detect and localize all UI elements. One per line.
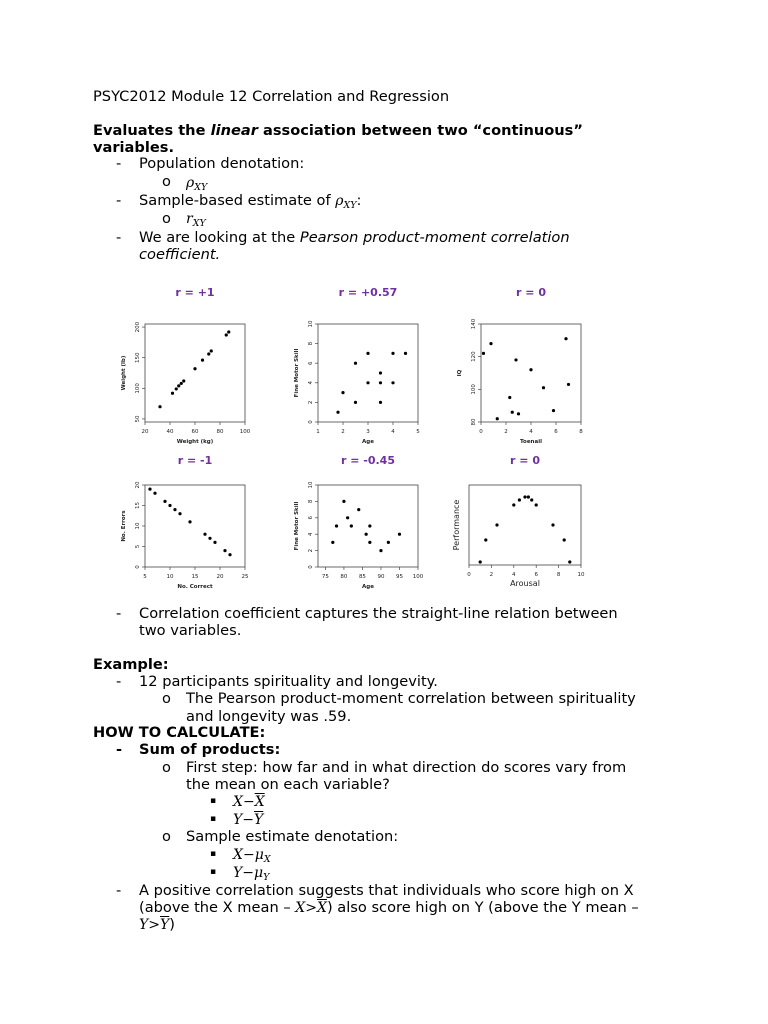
data-point bbox=[163, 500, 166, 503]
positive-line-3 bbox=[139, 916, 175, 934]
chart-title: r = -1 bbox=[177, 454, 213, 467]
x-tick-label: 10 bbox=[166, 574, 174, 580]
square-bullet: ▪ bbox=[210, 849, 217, 859]
x-tick-label: 90 bbox=[377, 574, 385, 580]
y-tick-label: 10 bbox=[308, 320, 314, 328]
data-point bbox=[180, 382, 183, 385]
y-axis-label: No. Errors bbox=[121, 510, 127, 542]
data-point bbox=[346, 516, 349, 519]
x-tick-label: 0 bbox=[479, 429, 483, 435]
y-tick-label: 15 bbox=[135, 502, 141, 509]
dash-bullet: - bbox=[116, 229, 122, 246]
data-point bbox=[178, 512, 181, 515]
y-tick-label: 4 bbox=[308, 532, 314, 536]
x-tick-label: 100 bbox=[239, 429, 251, 435]
chart-title: r = 0 bbox=[510, 454, 540, 467]
positive-line-2 bbox=[139, 899, 639, 917]
x-tick-label: 5 bbox=[143, 574, 147, 580]
y-tick-label: 6 bbox=[308, 361, 314, 365]
data-point bbox=[213, 541, 216, 544]
data-point bbox=[564, 337, 567, 340]
data-point bbox=[341, 391, 344, 394]
data-point bbox=[512, 503, 515, 506]
example-sub-1: The Pearson product-moment correlation between spirituality bbox=[186, 690, 636, 707]
data-point bbox=[201, 359, 204, 362]
x-subscript: X bbox=[263, 854, 271, 865]
how-to-heading: HOW TO CALCULATE: bbox=[93, 724, 266, 741]
positive-line-2-post: ) also score high on Y (above the Y mean – bbox=[326, 899, 639, 916]
o-bullet: o bbox=[162, 759, 171, 776]
data-point bbox=[208, 537, 211, 540]
data-point bbox=[365, 533, 368, 536]
y-minus-ybar bbox=[233, 811, 263, 829]
x-tick-label: 4 bbox=[391, 429, 395, 435]
minus-symbol: − bbox=[242, 812, 254, 828]
x-tick-label: 10 bbox=[577, 572, 585, 578]
x-tick-label: 4 bbox=[529, 429, 533, 435]
x-tick-label: 95 bbox=[395, 574, 403, 580]
y-tick-label: 0 bbox=[308, 420, 314, 424]
y-tick-label: 100 bbox=[471, 384, 477, 395]
data-point bbox=[542, 386, 545, 389]
y-tick-label: 200 bbox=[135, 321, 141, 333]
example-heading: Example: bbox=[93, 656, 169, 673]
r-symbol: r bbox=[186, 211, 193, 227]
data-point bbox=[171, 392, 174, 395]
o-bullet: o bbox=[162, 828, 171, 845]
data-point bbox=[223, 549, 226, 552]
first-step-1: First step: how far and in what direction do scores vary from bbox=[186, 759, 627, 776]
data-point bbox=[158, 405, 161, 408]
dash-bullet: - bbox=[116, 605, 122, 622]
o-bullet: o bbox=[162, 690, 171, 707]
mu-symbol: μ bbox=[254, 847, 264, 863]
y-tick-label: 100 bbox=[135, 383, 141, 394]
positive-line-3-post: ) bbox=[169, 916, 175, 933]
x-tick-label: 4 bbox=[512, 572, 516, 578]
minus-symbol: − bbox=[242, 794, 255, 810]
x-symbol: X bbox=[295, 900, 306, 916]
x-tick-label: 5 bbox=[416, 429, 420, 435]
sum-of-products-heading: Sum of products: bbox=[139, 741, 281, 758]
ybar-symbol: $\overline{Y}$ bbox=[159, 917, 170, 933]
x-tick-label: 15 bbox=[191, 574, 199, 580]
data-point bbox=[398, 533, 401, 536]
y-tick-label: 5 bbox=[135, 544, 141, 549]
y-axis-label: IQ bbox=[457, 369, 463, 377]
dash-bullet: - bbox=[116, 741, 123, 758]
x-axis-label: Age bbox=[362, 439, 374, 445]
x-axis-label: Age bbox=[362, 584, 374, 590]
sample-label-post: : bbox=[356, 192, 362, 209]
intro-post: association between two “continuous” bbox=[257, 122, 583, 139]
y-axis-label: Fine Motor Skill bbox=[294, 501, 300, 551]
example-item: 12 participants spirituality and longevity. bbox=[139, 673, 438, 690]
y-axis-label: Fine Motor Skill bbox=[294, 348, 300, 398]
x-tick-label: 25 bbox=[241, 574, 249, 580]
data-point bbox=[517, 412, 520, 415]
x-tick-label: 3 bbox=[366, 429, 370, 435]
pearson-pre: We are looking at the bbox=[139, 229, 300, 246]
data-point bbox=[530, 498, 533, 501]
data-point bbox=[225, 333, 228, 336]
y-tick-label: 10 bbox=[308, 481, 314, 489]
first-step-2: the mean on each variable? bbox=[186, 776, 390, 793]
x-tick-label: 1 bbox=[316, 429, 320, 435]
data-point bbox=[366, 352, 369, 355]
y-tick-label: 8 bbox=[308, 341, 314, 346]
example-sub-2: and longevity was .59. bbox=[186, 708, 352, 725]
xbar-symbol: $\overline{X}$ bbox=[254, 794, 265, 810]
data-point bbox=[354, 362, 357, 365]
mu-symbol: μ bbox=[253, 865, 264, 881]
y-tick-label: 6 bbox=[308, 516, 314, 520]
positive-line-2-pre: (above the X mean – bbox=[139, 899, 296, 916]
y-tick-label: 140 bbox=[471, 318, 477, 330]
intro-pre: Evaluates the bbox=[93, 122, 211, 139]
intro-italic: linear bbox=[210, 122, 258, 139]
data-point bbox=[153, 492, 156, 495]
data-point bbox=[342, 500, 345, 503]
pearson-italic: Pearson product-moment correlation bbox=[299, 229, 570, 246]
y-tick-label: 20 bbox=[135, 481, 141, 489]
data-point bbox=[511, 411, 514, 414]
y-axis-label: Performance bbox=[452, 499, 461, 551]
data-point bbox=[552, 409, 555, 412]
x-tick-label: 0 bbox=[467, 572, 471, 578]
x-tick-label: 80 bbox=[216, 429, 224, 435]
x-tick-label: 60 bbox=[191, 429, 199, 435]
data-point bbox=[391, 381, 394, 384]
ybar-symbol: $\overline{Y}$ bbox=[253, 812, 264, 828]
data-point bbox=[335, 524, 338, 527]
data-point bbox=[168, 504, 171, 507]
x-axis-label: Arousal bbox=[510, 579, 540, 588]
x-tick-label: 20 bbox=[141, 429, 149, 435]
chart-title: r = -0.45 bbox=[340, 454, 396, 467]
y-tick-label: 8 bbox=[308, 499, 314, 504]
intro-line bbox=[93, 122, 583, 139]
plot-frame bbox=[318, 324, 418, 422]
y-symbol: Y bbox=[139, 917, 149, 933]
y-subscript: Y bbox=[263, 872, 270, 883]
x-tick-label: 2 bbox=[504, 429, 508, 435]
data-point bbox=[177, 384, 180, 387]
data-point bbox=[207, 352, 210, 355]
data-point bbox=[368, 541, 371, 544]
x-tick-label: 2 bbox=[489, 572, 494, 578]
data-point bbox=[227, 330, 230, 333]
chart-title: r = +1 bbox=[175, 286, 215, 299]
rho-symbol: ρ bbox=[186, 175, 195, 191]
y-tick-label: 50 bbox=[135, 415, 141, 423]
data-point bbox=[203, 533, 206, 536]
x-axis-label: Toenail bbox=[520, 439, 542, 445]
xy-subscript: XY bbox=[343, 200, 357, 211]
x-tick-label: 40 bbox=[166, 429, 174, 435]
data-point bbox=[535, 503, 538, 506]
sample-label-pre: Sample-based estimate of bbox=[139, 192, 336, 209]
data-point bbox=[495, 523, 498, 526]
x-minus-xbar bbox=[233, 793, 265, 811]
population-label: Population denotation: bbox=[139, 155, 305, 172]
x-tick-label: 8 bbox=[556, 572, 561, 578]
xbar-symbol: $\overline{X}$ bbox=[316, 900, 327, 916]
data-point bbox=[379, 401, 382, 404]
x-tick-label: 6 bbox=[534, 572, 538, 578]
data-point bbox=[567, 383, 570, 386]
data-point bbox=[173, 508, 176, 511]
x-axis-label: Weight (kg) bbox=[176, 439, 214, 445]
dash-bullet: - bbox=[116, 882, 122, 899]
rho-symbol: ρ bbox=[335, 193, 344, 209]
data-point bbox=[331, 541, 334, 544]
data-point bbox=[357, 508, 360, 511]
y-tick-label: 2 bbox=[308, 548, 314, 553]
minus-symbol: − bbox=[242, 847, 255, 863]
y-symbol: Y bbox=[233, 812, 243, 828]
sample-estimate-label bbox=[139, 192, 361, 214]
x-axis-label: No. Correct bbox=[177, 584, 213, 590]
data-point bbox=[518, 498, 521, 501]
correlation-scatter-grid bbox=[107, 282, 632, 602]
data-point bbox=[489, 342, 492, 345]
data-point bbox=[379, 549, 382, 552]
plot-frame bbox=[318, 485, 418, 567]
xy-subscript: XY bbox=[194, 182, 208, 193]
data-point bbox=[354, 401, 357, 404]
y-tick-label: 10 bbox=[135, 522, 141, 530]
x-tick-label: 20 bbox=[216, 574, 224, 580]
gt-symbol: > bbox=[148, 917, 160, 933]
gt-symbol: > bbox=[305, 900, 317, 916]
data-point bbox=[527, 495, 530, 498]
y-tick-label: 120 bbox=[471, 351, 477, 362]
data-point bbox=[514, 358, 517, 361]
chart-title: r = +0.57 bbox=[338, 286, 398, 299]
y-tick-label: 0 bbox=[135, 565, 141, 569]
data-point bbox=[368, 524, 371, 527]
page-title: PSYC2012 Module 12 Correlation and Regression bbox=[93, 88, 450, 105]
data-point bbox=[350, 524, 353, 527]
data-point bbox=[148, 488, 151, 491]
data-point bbox=[496, 417, 499, 420]
dash-bullet: - bbox=[116, 192, 122, 209]
square-bullet: ▪ bbox=[210, 796, 217, 806]
data-point bbox=[484, 538, 487, 541]
y-tick-label: 80 bbox=[471, 418, 477, 426]
data-point bbox=[193, 367, 196, 370]
scatter-grid-svg bbox=[107, 282, 632, 602]
x-tick-label: 8 bbox=[579, 429, 583, 435]
data-point bbox=[563, 538, 566, 541]
correlation-line-1: Correlation coefficient captures the straight-line relation between bbox=[139, 605, 618, 622]
square-bullet: ▪ bbox=[210, 814, 217, 824]
data-point bbox=[379, 371, 382, 374]
y-tick-label: 150 bbox=[135, 352, 141, 363]
y-tick-label: 0 bbox=[308, 565, 314, 569]
data-point bbox=[228, 553, 231, 556]
data-point bbox=[379, 381, 382, 384]
intro-continuation: variables. bbox=[93, 139, 174, 156]
data-point bbox=[387, 541, 390, 544]
y-axis-label: Weight (lb) bbox=[121, 355, 127, 391]
data-point bbox=[210, 349, 213, 352]
o-bullet: o bbox=[162, 210, 171, 227]
chart-title: r = 0 bbox=[516, 286, 546, 299]
data-point bbox=[175, 387, 178, 390]
data-point bbox=[568, 560, 571, 563]
x-symbol: X bbox=[233, 794, 243, 810]
data-point bbox=[523, 495, 526, 498]
y-symbol: Y bbox=[233, 865, 243, 881]
y-tick-label: 2 bbox=[308, 400, 314, 405]
data-point bbox=[479, 560, 482, 563]
dash-bullet: - bbox=[116, 155, 122, 172]
data-point bbox=[391, 352, 394, 355]
x-tick-label: 85 bbox=[358, 574, 366, 580]
correlation-line-2: two variables. bbox=[139, 622, 242, 639]
square-bullet: ▪ bbox=[210, 867, 217, 877]
data-point bbox=[529, 368, 532, 371]
x-tick-label: 2 bbox=[341, 429, 345, 435]
x-tick-label: 100 bbox=[412, 574, 424, 580]
minus-symbol: − bbox=[242, 865, 254, 881]
data-point bbox=[508, 396, 511, 399]
xy-subscript: XY bbox=[192, 218, 206, 229]
data-point bbox=[366, 381, 369, 384]
dash-bullet: - bbox=[116, 673, 122, 690]
data-point bbox=[188, 520, 191, 523]
y-tick-label: 4 bbox=[308, 381, 314, 385]
x-tick-label: 80 bbox=[340, 574, 348, 580]
sample-estimate-denotation: Sample estimate denotation: bbox=[186, 828, 399, 845]
data-point bbox=[182, 379, 185, 382]
o-bullet: o bbox=[162, 173, 171, 190]
x-tick-label: 6 bbox=[554, 429, 558, 435]
data-point bbox=[404, 352, 407, 355]
x-symbol: X bbox=[233, 847, 243, 863]
data-point bbox=[336, 411, 339, 414]
data-point bbox=[551, 523, 554, 526]
data-point bbox=[482, 352, 485, 355]
pearson-continuation: coefficient. bbox=[139, 246, 221, 263]
x-tick-label: 75 bbox=[321, 574, 329, 580]
positive-line-1: A positive correlation suggests that individuals who score high on X bbox=[139, 882, 634, 899]
pearson-line bbox=[139, 229, 570, 246]
